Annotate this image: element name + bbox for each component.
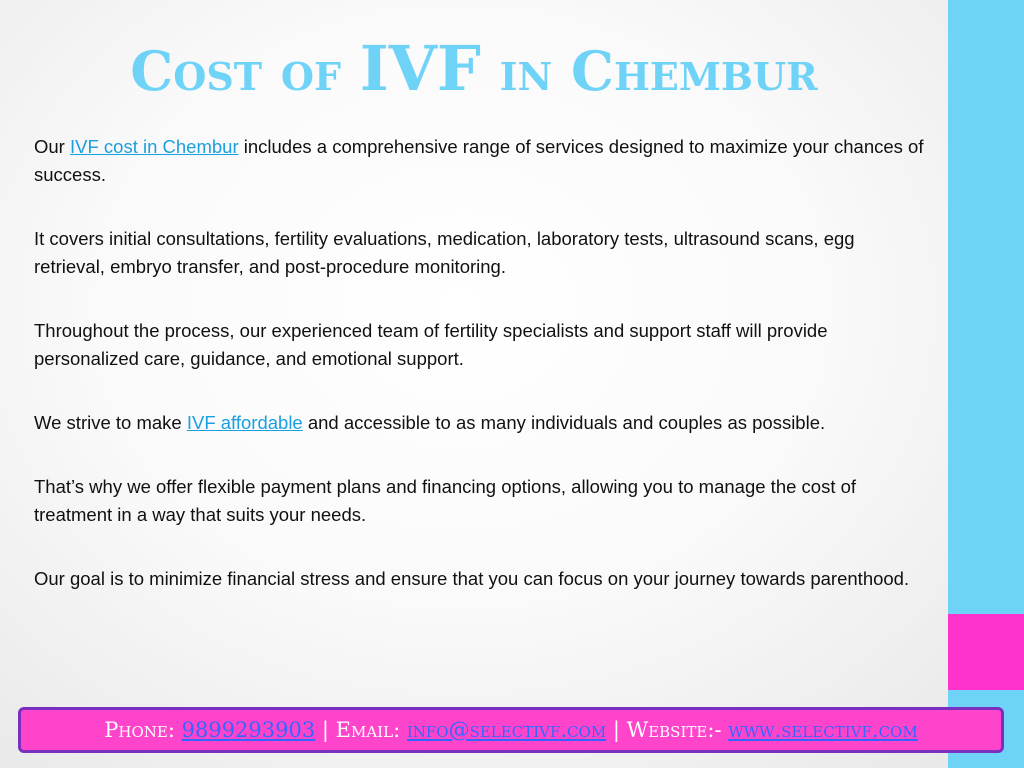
content-body [34,133,929,629]
separator: | [315,718,336,742]
title-part-3: in Chembur [499,39,818,103]
website-label: Website:- [626,718,729,742]
phone-label: Phone: [104,718,182,742]
paragraph-5: That’s why we offer flexible payment plans and financing options, allowing you to manage the cost of treatment in a way that suits your needs. [34,476,857,525]
paragraph-4-text-end: and accessible to as many individuals and couples as possible. [302,412,826,433]
paragraph-2: It covers initial consultations, fertility evaluations, medication, laboratory tests, ultrasound scans, egg retrieval, embryo transfer, and post-procedure monitoring. [34,228,855,277]
ivf-cost-link[interactable]: IVF cost in Chembur [69,136,239,157]
decorative-pink-block [948,614,1024,690]
contact-line [104,718,917,742]
title-part-1: Cost of [130,39,341,103]
separator: | [606,718,627,742]
email-link[interactable]: info@selectivf.com [406,718,607,742]
website-link[interactable]: www.selectivf.com [728,718,918,742]
paragraph-4-text: We strive to make [34,412,187,433]
paragraph-1 [34,133,929,189]
paragraph-3: Throughout the process, our experienced team of fertility specialists and support staff will provide personalized care, guidance, and emotional support. [34,320,828,369]
page-title [0,34,948,106]
title-part-2: IVF [359,32,481,105]
email-label: Email: [335,718,407,742]
paragraph-6: Our goal is to minimize financial stress and ensure that you can focus on your journey towards parenthood. [34,568,910,589]
paragraph-1-text-end: includes a comprehensive range of services designed to maximize your chances of success. [34,136,924,185]
phone-link[interactable]: 9899293903 [181,718,316,742]
ivf-affordable-link[interactable]: IVF affordable [186,412,303,433]
contact-footer [18,707,1004,753]
paragraph-4 [34,409,929,437]
paragraph-1-text: Our [34,136,70,157]
